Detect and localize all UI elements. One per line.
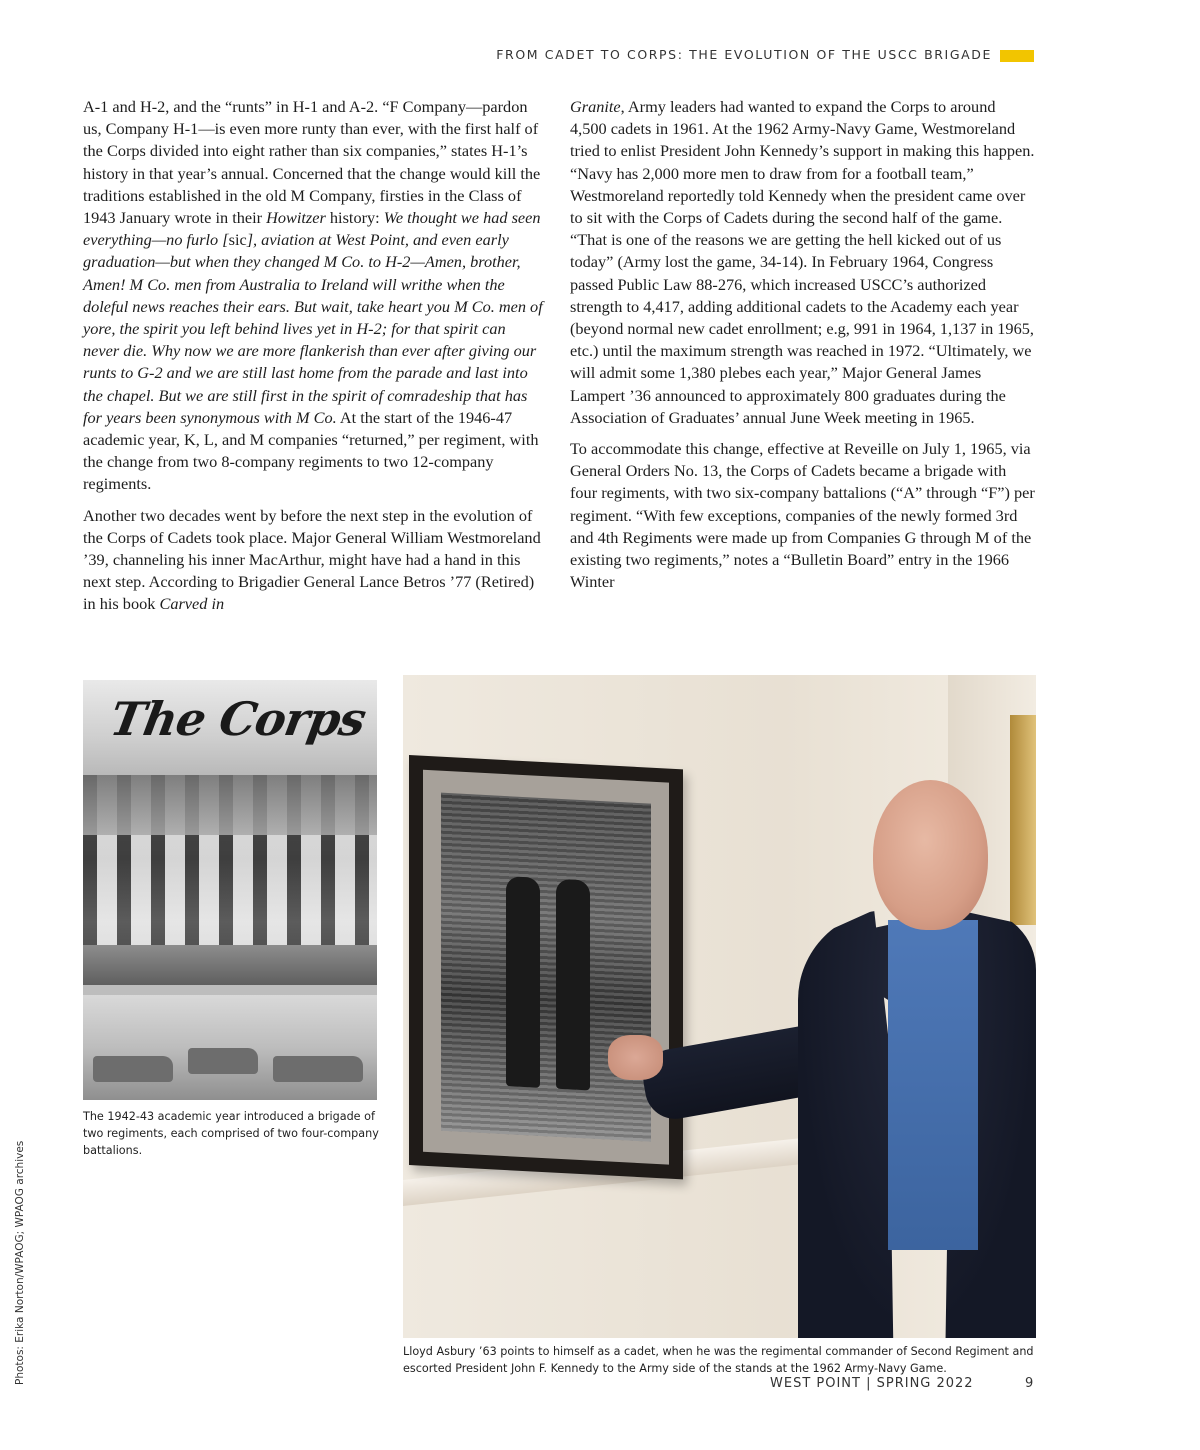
footer-folio: WEST POINT | SPRING 2022	[770, 1376, 974, 1391]
book-title: Howitzer	[266, 208, 326, 228]
tanks-image	[83, 995, 377, 1100]
photo-caption-left: The 1942-43 academic year introduced a brigade of two regiments, each comprised of two four-company battalions.	[83, 1110, 379, 1157]
photo-credit: Photos: Erika Norton/WPAOG; WPAOG archives	[14, 1140, 26, 1385]
figure-cadet	[556, 879, 590, 1091]
framed-photograph	[409, 755, 683, 1179]
article-column-left	[83, 96, 545, 625]
quote-text: ], aviation at West Point, and even early graduation—but when they changed M Co. to H-2—Amen, brother, Amen! M Co. men from Australia to Ireland will writhe when the doleful news reaches their ears. But wait, take heart you M Co. men of yore, the spirit you left behind lives yet in H-2; for that spirit can never die. Why now we are more flankerish than ever after giving our runts to G-2 and we are still last home from the parade and last into the chapel. But we are still first in the spirit of comradeship that has for years been synonymous with M Co.	[83, 230, 543, 427]
paragraph: To accommodate this change, effective at Reveille on July 1, 1965, via General Orders No. 13, the Corps of Cadets became a brigade with four regiments, with two six-company battalions (“A” through “F”) per regiment. “With few exceptions, companies of the newly formed 3rd and 4th Regiments were made up from Companies G through M of the existing two regiments,” notes a “Bulletin Board” entry in the 1966 Winter	[570, 439, 1035, 592]
photo-caption-right: Lloyd Asbury ’63 points to himself as a cadet, when he was the regimental commander of Second Regiment and escorted President John F. Kennedy to the Army side of the stands at the 1962 Army-Navy Game.	[403, 1345, 1034, 1375]
paragraph	[83, 96, 545, 496]
text-run: Another two decades went by before the next step in the evolution of the Corps of Cadets took place. Major General William Westmoreland ’39, channeling his inner MacArthur, might have had a hand in this next step. According to Brigadier General Lance Betros ’77 (Retired) in his book	[83, 505, 541, 614]
paragraph	[570, 96, 1035, 429]
man-head	[873, 780, 988, 930]
accent-bar	[1000, 50, 1034, 62]
figure-kennedy	[506, 876, 540, 1088]
man-shirt	[888, 920, 978, 1250]
kennedy-photo	[441, 793, 651, 1142]
tank-shape	[188, 1048, 258, 1074]
running-title: FROM CADET TO CORPS: THE EVOLUTION OF THE USCC BRIGADE	[496, 47, 992, 62]
pointing-hand	[608, 1035, 663, 1080]
book-title: Granite	[570, 97, 621, 116]
photo-title-text: The Corps	[106, 692, 370, 746]
article-column-right	[570, 96, 1035, 602]
frame-mat	[423, 770, 669, 1165]
tank-shape	[273, 1056, 363, 1082]
corps-archive-photo	[83, 680, 377, 1100]
cadet-parade-image	[83, 775, 377, 985]
text-run: A-1 and H-2, and the “runts” in H-1 and A-2. “F Company—pardon us, Company H-1—is even more runty than ever, with the first half of the Corps divided into eight rather than six companies,” states H-1’s history in that year’s annual. Concerned that the change would kill the traditions established in the old M Company, firsties in the Class of 1943 January wrote in their	[83, 97, 541, 228]
parade-ground	[83, 945, 377, 985]
paragraph	[83, 505, 545, 616]
book-title: Carved in	[159, 594, 225, 614]
parade-sky	[83, 775, 377, 835]
tank-shape	[93, 1056, 173, 1082]
text-run: history:	[325, 208, 384, 228]
sic-text: sic	[228, 230, 247, 250]
photo-title-banner	[83, 680, 377, 775]
quote-text: We thought we had seen everything—no furlo [	[83, 208, 541, 250]
asbury-photo	[403, 675, 1036, 1338]
text-run: , Army leaders had wanted to expand the Corps to around 4,500 cadets in 1961. At the 1962 Army-Navy Game, Westmoreland tried to enlist President John Kennedy’s support in making this happen. “Navy has 2,000 more men to draw from for a football team,” Westmoreland reportedly told Kennedy when the president came over to sit with the Corps of Cadets during the second half of the game. “That is one of the reasons we are getting the hell kicked out of us today” (Army lost the game, 34-14). In February 1964, Congress passed Public Law 88-276, which increased USCC’s authorized strength to 4,417, adding additional cadets to the Academy each year (beyond normal new cadet enrollment; e.g, 991 in 1964, 1,137 in 1965, etc.) until the maximum strength was reached in 1972. “Ultimately, we will admit some 1,380 plebes each year,” Major General James Lampert ’36 announced to approximately 800 graduates during the Association of Graduates’ annual June Week meeting in 1965.	[570, 97, 1035, 427]
gold-frame-edge	[1010, 715, 1036, 925]
text-run: At the start of the 1946-47 academic year, K, L, and M companies “returned,” per regiment, with the change from two 8-company regiments to two 12-company regiments.	[83, 407, 539, 494]
page-number: 9	[1025, 1376, 1034, 1391]
